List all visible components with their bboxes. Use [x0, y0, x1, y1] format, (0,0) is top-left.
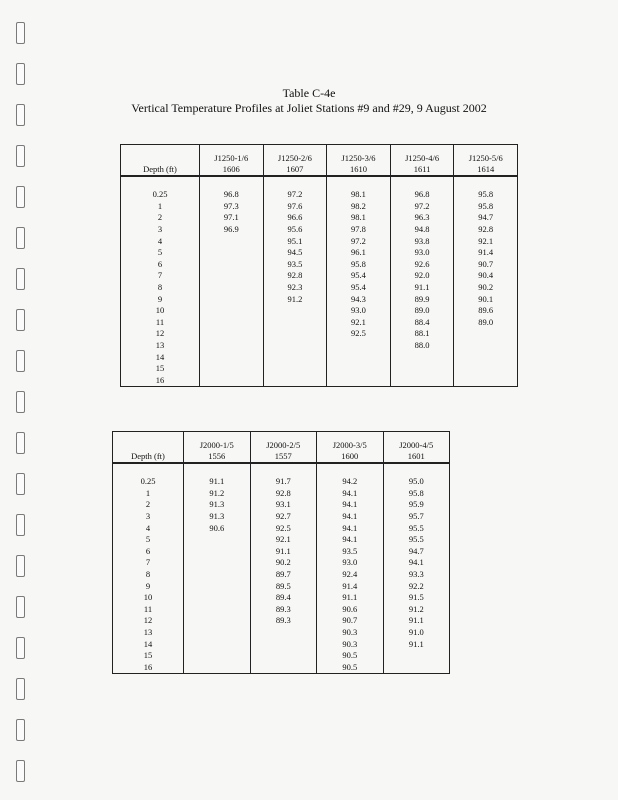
- temperature-cell: [200, 375, 264, 387]
- depth-cell: 16: [113, 662, 184, 674]
- spacer-cell: [113, 463, 184, 476]
- temperature-cell: 94.8: [390, 224, 454, 236]
- table-row: [121, 247, 518, 259]
- temperature-cell: 91.7: [250, 476, 317, 488]
- table-row: [121, 282, 518, 294]
- temperature-cell: [327, 363, 391, 375]
- temperature-cell: 95.8: [327, 259, 391, 271]
- temperature-cell: [454, 328, 518, 340]
- table-row: [121, 351, 518, 363]
- temperature-cell: 94.1: [317, 488, 384, 500]
- table-row: [113, 615, 450, 627]
- depth-cell: 1: [121, 201, 200, 213]
- depth-cell: 8: [113, 569, 184, 581]
- temperature-cell: 96.9: [200, 224, 264, 236]
- temperature-cell: 90.7: [317, 615, 384, 627]
- depth-cell: 10: [121, 305, 200, 317]
- temperature-cell: 91.1: [390, 282, 454, 294]
- temperature-cell: 93.3: [383, 569, 450, 581]
- table-row: [121, 224, 518, 236]
- depth-cell: 4: [113, 522, 184, 534]
- depth-cell: 15: [121, 363, 200, 375]
- temperature-cell: 92.1: [454, 235, 518, 247]
- spacer-cell: [184, 463, 251, 476]
- binder-hole-icon: [16, 268, 25, 290]
- table-row: [113, 569, 450, 581]
- binder-hole-icon: [16, 350, 25, 372]
- temperature-cell: 97.3: [200, 201, 264, 213]
- temperature-cell: 94.7: [454, 212, 518, 224]
- depth-cell: 1: [113, 488, 184, 500]
- temperature-cell: [200, 282, 264, 294]
- temperature-cell: 95.9: [383, 499, 450, 511]
- temperature-cell: 94.1: [317, 511, 384, 523]
- temperature-cell: 91.4: [317, 580, 384, 592]
- depth-cell: 2: [113, 499, 184, 511]
- table-row: [113, 604, 450, 616]
- temperature-cell: 90.7: [454, 259, 518, 271]
- temperature-cell: [200, 259, 264, 271]
- temperature-cell: [250, 638, 317, 650]
- binder-hole-icon: [16, 760, 25, 782]
- table-row: [121, 189, 518, 201]
- binder-hole-icon: [16, 514, 25, 536]
- spacer-cell: [121, 176, 200, 189]
- temperature-cell: [390, 351, 454, 363]
- temperature-cell: [327, 340, 391, 352]
- temperature-cell: 95.4: [327, 282, 391, 294]
- depth-cell: 11: [113, 604, 184, 616]
- binder-hole-icon: [16, 555, 25, 577]
- temperature-cell: [184, 604, 251, 616]
- table-row: [121, 293, 518, 305]
- temperature-cell: 93.0: [327, 305, 391, 317]
- temperature-cell: 91.3: [184, 499, 251, 511]
- depth-cell: 10: [113, 592, 184, 604]
- temperature-cell: 97.2: [327, 235, 391, 247]
- binder-hole-icon: [16, 637, 25, 659]
- spacer-cell: [327, 176, 391, 189]
- temperature-cell: [184, 638, 251, 650]
- temperature-cell: 91.1: [250, 546, 317, 558]
- temperature-cell: 93.5: [263, 259, 327, 271]
- temperature-cell: [263, 363, 327, 375]
- temperature-cell: [200, 235, 264, 247]
- temperature-cell: 89.7: [250, 569, 317, 581]
- temperature-cell: 89.4: [250, 592, 317, 604]
- temperature-cell: 92.1: [327, 317, 391, 329]
- temperature-cell: 96.8: [200, 189, 264, 201]
- depth-header: Depth (ft): [121, 145, 200, 177]
- temperature-cell: 89.3: [250, 604, 317, 616]
- temperature-cell: 93.0: [390, 247, 454, 259]
- depth-cell: 6: [113, 546, 184, 558]
- table-row: [113, 488, 450, 500]
- temperature-cell: 98.2: [327, 201, 391, 213]
- temperature-cell: 97.2: [263, 189, 327, 201]
- temperature-cell: [327, 351, 391, 363]
- temperature-cell: 95.7: [383, 511, 450, 523]
- temperature-cell: [263, 305, 327, 317]
- column-header: J1250-1/6 1606: [200, 145, 264, 177]
- temperature-cell: [184, 546, 251, 558]
- temperature-cell: 95.5: [383, 522, 450, 534]
- temperature-cell: 92.4: [317, 569, 384, 581]
- temperature-cell: 90.2: [454, 282, 518, 294]
- temperature-cell: 90.1: [454, 293, 518, 305]
- table-row: [113, 511, 450, 523]
- spacer-row: [121, 176, 518, 189]
- binder-hole-icon: [16, 678, 25, 700]
- table-row: [121, 317, 518, 329]
- depth-cell: 0.25: [113, 476, 184, 488]
- temperature-cell: 94.5: [263, 247, 327, 259]
- temperature-cell: 88.4: [390, 317, 454, 329]
- spacer-cell: [263, 176, 327, 189]
- depth-cell: 2: [121, 212, 200, 224]
- temperature-cell: [184, 627, 251, 639]
- temperature-cell: [263, 351, 327, 363]
- temperature-cell: 96.3: [390, 212, 454, 224]
- temperature-cell: 95.4: [327, 270, 391, 282]
- binder-hole-icon: [16, 63, 25, 85]
- temperature-cell: 90.3: [317, 638, 384, 650]
- temperature-cell: [383, 650, 450, 662]
- temperature-cell: [200, 317, 264, 329]
- temperature-cell: 92.1: [250, 534, 317, 546]
- table-subtitle: Vertical Temperature Profiles at Joliet Stations #9 and #29, 9 August 2002: [131, 101, 487, 115]
- column-header: J2000-4/5 1601: [383, 432, 450, 464]
- depth-cell: 5: [121, 247, 200, 259]
- depth-cell: 13: [121, 340, 200, 352]
- column-header: J2000-2/5 1557: [250, 432, 317, 464]
- spacer-cell: [383, 463, 450, 476]
- table-header-row: [121, 145, 518, 177]
- temperature-cell: [200, 340, 264, 352]
- binder-hole-icon: [16, 473, 25, 495]
- temperature-cell: [200, 351, 264, 363]
- spacer-cell: [317, 463, 384, 476]
- temperature-cell: [184, 557, 251, 569]
- temperature-cell: 90.6: [184, 522, 251, 534]
- temperature-cell: 94.3: [327, 293, 391, 305]
- table-row: [121, 363, 518, 375]
- temperature-cell: 95.8: [383, 488, 450, 500]
- temperature-cell: 92.5: [327, 328, 391, 340]
- depth-cell: 3: [113, 511, 184, 523]
- binder-hole-icon: [16, 227, 25, 249]
- table-title: Table C-4e: [282, 86, 336, 100]
- temperature-cell: [454, 375, 518, 387]
- temperature-cell: 88.0: [390, 340, 454, 352]
- temperature-cell: 94.1: [317, 522, 384, 534]
- depth-cell: 8: [121, 282, 200, 294]
- temperature-table-j1250: [120, 144, 518, 387]
- temperature-cell: 97.2: [390, 201, 454, 213]
- depth-cell: 14: [113, 638, 184, 650]
- temperature-cell: 92.8: [263, 270, 327, 282]
- temperature-cell: 90.2: [250, 557, 317, 569]
- temperature-cell: 90.5: [317, 662, 384, 674]
- temperature-table-j2000: [112, 431, 450, 674]
- depth-cell: 3: [121, 224, 200, 236]
- temperature-cell: 95.8: [454, 201, 518, 213]
- table-row: [113, 650, 450, 662]
- table-row: [113, 476, 450, 488]
- temperature-cell: [263, 375, 327, 387]
- depth-cell: 7: [121, 270, 200, 282]
- temperature-cell: 95.8: [454, 189, 518, 201]
- table-row: [113, 638, 450, 650]
- binder-hole-icon: [16, 432, 25, 454]
- binder-hole-icon: [16, 391, 25, 413]
- spacer-cell: [200, 176, 264, 189]
- temperature-cell: 90.6: [317, 604, 384, 616]
- table-row: [121, 375, 518, 387]
- temperature-cell: [263, 317, 327, 329]
- temperature-cell: 93.0: [317, 557, 384, 569]
- depth-cell: 9: [121, 293, 200, 305]
- temperature-cell: 89.0: [454, 317, 518, 329]
- column-header: J1250-4/6 1611: [390, 145, 454, 177]
- temperature-cell: 97.1: [200, 212, 264, 224]
- table-row: [113, 534, 450, 546]
- table-row: [113, 662, 450, 674]
- temperature-cell: [383, 662, 450, 674]
- temperature-cell: [200, 363, 264, 375]
- temperature-cell: 89.6: [454, 305, 518, 317]
- temperature-cell: [184, 569, 251, 581]
- table-row: [121, 235, 518, 247]
- depth-header: Depth (ft): [113, 432, 184, 464]
- temperature-cell: 97.8: [327, 224, 391, 236]
- temperature-cell: [454, 351, 518, 363]
- temperature-cell: [263, 340, 327, 352]
- table-row: [121, 270, 518, 282]
- depth-cell: 6: [121, 259, 200, 271]
- temperature-cell: 91.1: [184, 476, 251, 488]
- temperature-cell: 91.0: [383, 627, 450, 639]
- table-row: [121, 212, 518, 224]
- temperature-cell: 92.3: [263, 282, 327, 294]
- temperature-cell: [184, 615, 251, 627]
- table-row: [113, 580, 450, 592]
- temperature-cell: 91.2: [184, 488, 251, 500]
- temperature-cell: [200, 328, 264, 340]
- table-row: [113, 546, 450, 558]
- binder-hole-icon: [16, 719, 25, 741]
- depth-cell: 4: [121, 235, 200, 247]
- spacer-row: [113, 463, 450, 476]
- column-header: J1250-2/6 1607: [263, 145, 327, 177]
- depth-cell: 14: [121, 351, 200, 363]
- temperature-cell: 98.1: [327, 189, 391, 201]
- temperature-cell: 95.6: [263, 224, 327, 236]
- binder-hole-icon: [16, 309, 25, 331]
- temperature-cell: 92.5: [250, 522, 317, 534]
- temperature-cell: 94.1: [317, 534, 384, 546]
- temperature-cell: [200, 270, 264, 282]
- temperature-cell: [327, 375, 391, 387]
- depth-cell: 12: [121, 328, 200, 340]
- temperature-cell: 96.1: [327, 247, 391, 259]
- temperature-cell: [454, 340, 518, 352]
- temperature-cell: 93.8: [390, 235, 454, 247]
- temperature-cell: 91.1: [383, 615, 450, 627]
- temperature-cell: 91.5: [383, 592, 450, 604]
- temperature-cell: [200, 293, 264, 305]
- temperature-cell: 92.6: [390, 259, 454, 271]
- temperature-cell: 91.2: [263, 293, 327, 305]
- temperature-cell: 91.1: [317, 592, 384, 604]
- table-row: [113, 499, 450, 511]
- depth-cell: 16: [121, 375, 200, 387]
- depth-cell: 15: [113, 650, 184, 662]
- depth-cell: 13: [113, 627, 184, 639]
- temperature-cell: [250, 650, 317, 662]
- temperature-cell: 94.1: [317, 499, 384, 511]
- temperature-cell: 96.8: [390, 189, 454, 201]
- temperature-cell: 91.2: [383, 604, 450, 616]
- temperature-cell: [200, 305, 264, 317]
- temperature-cell: 93.5: [317, 546, 384, 558]
- binder-hole-icon: [16, 186, 25, 208]
- temperature-cell: [250, 627, 317, 639]
- depth-cell: 9: [113, 580, 184, 592]
- spacer-cell: [390, 176, 454, 189]
- spacer-cell: [454, 176, 518, 189]
- temperature-cell: 93.1: [250, 499, 317, 511]
- temperature-cell: 92.2: [383, 580, 450, 592]
- temperature-cell: 98.1: [327, 212, 391, 224]
- temperature-cell: 89.9: [390, 293, 454, 305]
- temperature-cell: 89.3: [250, 615, 317, 627]
- temperature-cell: 95.0: [383, 476, 450, 488]
- table-row: [121, 305, 518, 317]
- table-row: [121, 340, 518, 352]
- temperature-cell: [184, 534, 251, 546]
- binder-hole-icon: [16, 145, 25, 167]
- temperature-cell: 90.4: [454, 270, 518, 282]
- binder-hole-icon: [16, 596, 25, 618]
- temperature-cell: 94.2: [317, 476, 384, 488]
- table-row: [113, 592, 450, 604]
- temperature-cell: [250, 662, 317, 674]
- table-row: [113, 557, 450, 569]
- temperature-cell: 91.1: [383, 638, 450, 650]
- binder-hole-icon: [16, 22, 25, 44]
- temperature-cell: [184, 592, 251, 604]
- temperature-cell: [390, 375, 454, 387]
- column-header: J1250-3/6 1610: [327, 145, 391, 177]
- temperature-cell: 95.1: [263, 235, 327, 247]
- temperature-cell: 92.8: [250, 488, 317, 500]
- table-header-row: [113, 432, 450, 464]
- temperature-cell: 88.1: [390, 328, 454, 340]
- temperature-cell: 96.6: [263, 212, 327, 224]
- temperature-cell: 91.4: [454, 247, 518, 259]
- temperature-cell: [454, 363, 518, 375]
- temperature-cell: [390, 363, 454, 375]
- temperature-cell: [263, 328, 327, 340]
- temperature-cell: 92.0: [390, 270, 454, 282]
- temperature-cell: 90.3: [317, 627, 384, 639]
- table-row: [113, 522, 450, 534]
- depth-cell: 5: [113, 534, 184, 546]
- column-header: J1250-5/6 1614: [454, 145, 518, 177]
- temperature-cell: 91.3: [184, 511, 251, 523]
- column-header: J2000-1/5 1556: [184, 432, 251, 464]
- depth-cell: 12: [113, 615, 184, 627]
- spacer-cell: [250, 463, 317, 476]
- temperature-cell: 95.5: [383, 534, 450, 546]
- temperature-cell: [184, 650, 251, 662]
- depth-cell: 0.25: [121, 189, 200, 201]
- temperature-cell: 97.6: [263, 201, 327, 213]
- temperature-cell: [200, 247, 264, 259]
- temperature-cell: 89.0: [390, 305, 454, 317]
- temperature-cell: [184, 580, 251, 592]
- depth-cell: 11: [121, 317, 200, 329]
- depth-cell: 7: [113, 557, 184, 569]
- temperature-cell: 90.5: [317, 650, 384, 662]
- column-header: J2000-3/5 1600: [317, 432, 384, 464]
- temperature-cell: 89.5: [250, 580, 317, 592]
- temperature-cell: 94.1: [383, 557, 450, 569]
- temperature-cell: [184, 662, 251, 674]
- temperature-cell: 92.8: [454, 224, 518, 236]
- table-row: [121, 201, 518, 213]
- table-row: [121, 259, 518, 271]
- table-row: [113, 627, 450, 639]
- temperature-cell: 94.7: [383, 546, 450, 558]
- temperature-cell: 92.7: [250, 511, 317, 523]
- table-row: [121, 328, 518, 340]
